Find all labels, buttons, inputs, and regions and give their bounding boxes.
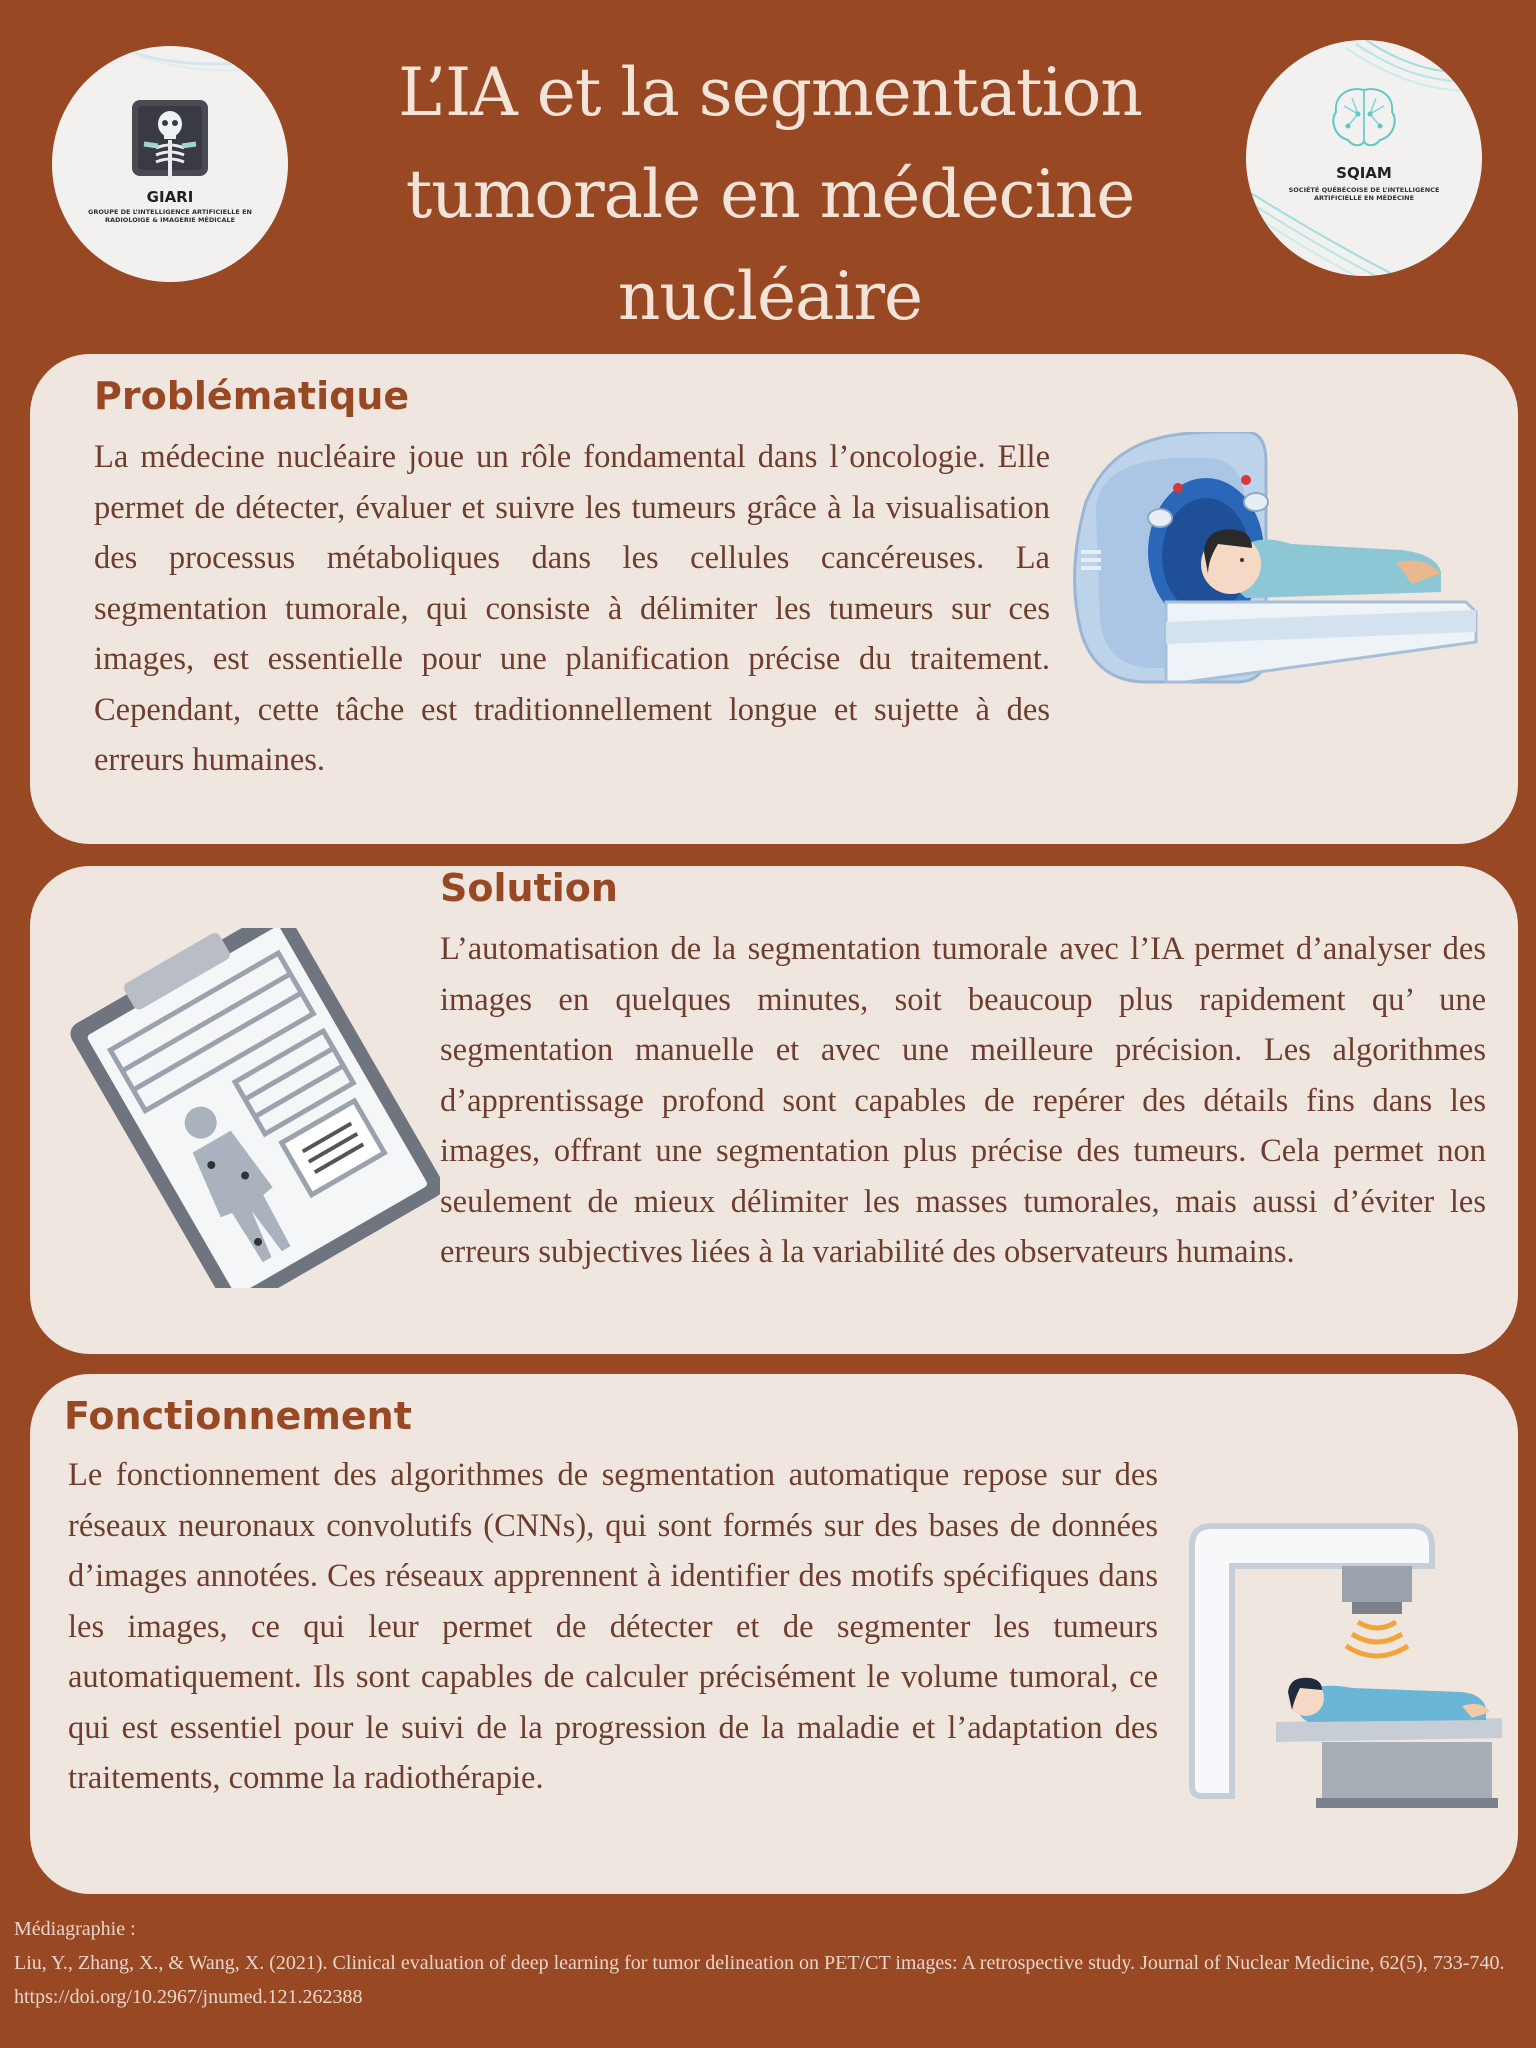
problematique-card xyxy=(30,354,1518,844)
sqiam-subtitle: SOCIÉTÉ QUÉBÉCOISE DE L’INTELLIGENCE ARTIFICIELLE EN MÉDECINE xyxy=(1288,186,1440,202)
solution-card xyxy=(30,866,1518,1354)
fonctionnement-text: Le fonctionnement des algorithmes de segmentation automatique repose sur des réseaux neuronaux convolutifs (CNNs), qui sont formés sur des bases de données d’images annotées. Ces réseaux apprennent à identifier des motifs spécifiques dans les images, ce qui leur permet de détecter et de segmenter les tumeurs automatiquement. Ils sont capables de calculer précisément le volume tumoral, ce qui est essentiel pour le suivi de la progression de la maladie et l’adaptation des traitements, comme la radiothérapie. xyxy=(68,1457,1158,1796)
sqiam-name: SQIAM xyxy=(1336,164,1392,182)
logo-wave-decoration xyxy=(1246,40,1482,276)
solution-text: L’automatisation de la segmentation tumorale avec l’IA permet d’analyser des images en quelques minutes, soit beaucoup plus rapidement qu’ une segmentation manuelle et avec une meilleure précision. Les algorithmes d’apprentissage profond sont capables de repérer des détails fins dans les images, offrant une segmentation plus précise des tumeurs. Cela permet non seulement de mieux délimiter les masses tumorales, mais aussi d’éviter les erreurs subjectives liées à la variabilité des observateurs humains. xyxy=(440,931,1486,1270)
radiotherapy-machine-illustration xyxy=(1182,1516,1502,1816)
title-line-1: L’IA et la segmentation xyxy=(398,54,1142,131)
poster-title xyxy=(340,42,1200,348)
solution-title: Solution xyxy=(440,866,618,910)
giari-name: GIARI xyxy=(146,188,194,206)
title-line-2: tumorale en médecine xyxy=(405,156,1135,233)
giari-subtitle: GROUPE DE L’INTELLIGENCE ARTIFICIELLE EN RADIOLOIGE & IMAGERIE MÉDICALE xyxy=(88,208,252,224)
sqiam-logo xyxy=(1246,40,1482,276)
fonctionnement-title: Fonctionnement xyxy=(64,1394,412,1438)
skeleton-xray-icon xyxy=(132,100,208,184)
pet-ct-scanner-illustration xyxy=(1056,432,1496,712)
mediagraphie-label: Médiagraphie : xyxy=(14,1918,136,1940)
medical-chart-clipboard-illustration xyxy=(60,928,440,1288)
problematique-text: La médecine nucléaire joue un rôle fondamental dans l’oncologie. Elle permet de détecter, évaluer et suivre les tumeurs grâce à la visualisation des processus métaboliques dans les cellules cancéreuses. La segmentation tumorale, qui consiste à délimiter les tumeurs sur ces images, est essentielle pour une planification précise du traitement. Cependant, cette tâche est traditionnellement longue et sujette à des erreurs humaines. xyxy=(94,439,1050,778)
giari-logo xyxy=(52,46,288,282)
title-line-3: nucléaire xyxy=(617,258,923,335)
fonctionnement-card xyxy=(30,1374,1518,1894)
reference-citation: Liu, Y., Zhang, X., & Wang, X. (2021). Clinical evaluation of deep learning for tumor delineation on PET/CT images: A retrospective study. Journal of Nuclear Medicine, 62(5), 733-740. https://doi.org/10.2967/jnumed.121.262388 xyxy=(14,1952,1505,2008)
problematique-title: Problématique xyxy=(94,374,410,418)
brain-network-icon xyxy=(1328,84,1400,150)
